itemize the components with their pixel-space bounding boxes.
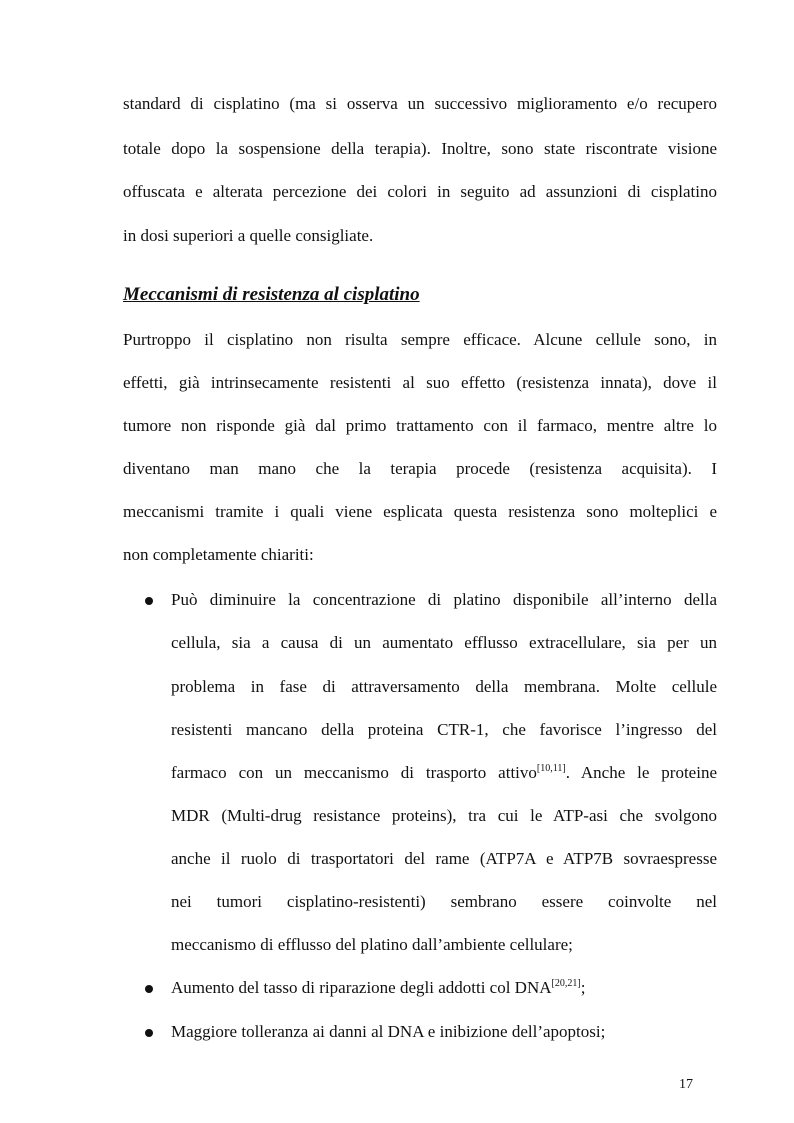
paragraph-line-6: non completamente chiariti: — [123, 545, 314, 564]
bullet-1-line-3: problema in fase di attraversamento della membrana. Molte cellule — [171, 677, 717, 696]
bullet-2-text: Aumento del tasso di riparazione degli addotti col DNA — [171, 978, 552, 997]
bullet-dot-1 — [145, 597, 153, 605]
intro-line-1: standard di cisplatino (ma si osserva un successivo miglioramento e/o recupero — [123, 94, 717, 113]
bullet-1-line-5 — [171, 763, 717, 783]
paragraph-line-4: diventano man mano che la terapia procede (resistenza acquisita). I — [123, 459, 717, 478]
bullet-1-line-2: cellula, sia a causa di un aumentato efflusso extracellulare, sia per un — [171, 633, 717, 652]
bullet-dot-2 — [145, 985, 153, 993]
bullet-1-line-4: resistenti mancano della proteina CTR-1, che favorisce l’ingresso del — [171, 720, 717, 739]
paragraph-line-3: tumore non risponde già dal primo trattamento con il farmaco, mentre altre lo — [123, 416, 717, 435]
bullet-1-line-7: anche il ruolo di trasportatori del rame (ATP7A e ATP7B sovraespresse — [171, 849, 717, 868]
intro-line-2: totale dopo la sospensione della terapia). Inoltre, sono state riscontrate visione — [123, 139, 717, 158]
bullet-1-line-6: MDR (Multi-drug resistance proteins), tra cui le ATP-asi che svolgono — [171, 806, 717, 825]
citation-10-11: [10,11] — [536, 763, 566, 774]
paragraph-line-5: meccanismi tramite i quali viene esplicata questa resistenza sono molteplici e — [123, 502, 717, 521]
paragraph-line-2: effetti, già intrinsecamente resistenti al suo effetto (resistenza innata), dove il — [123, 373, 717, 392]
bullet-1-line-5-text: farmaco con un meccanismo di trasporto attivo — [171, 763, 537, 782]
paragraph-line-1: Purtroppo il cisplatino non risulta sempre efficace. Alcune cellule sono, in — [123, 330, 717, 349]
intro-line-3: offuscata e alterata percezione dei colori in seguito ad assunzioni di cisplatino — [123, 182, 717, 201]
bullet-1-line-8: nei tumori cisplatino-resistenti) sembrano essere coinvolte nel — [171, 892, 717, 911]
bullet-3-line: Maggiore tolleranza ai danni al DNA e inibizione dell’apoptosi; — [171, 1022, 606, 1041]
bullet-1-line-9: meccanismo di efflusso del platino dall’ambiente cellulare; — [171, 935, 573, 954]
bullet-2-tail: ; — [580, 978, 586, 997]
bullet-dot-3 — [145, 1029, 153, 1037]
section-heading: Meccanismi di resistenza al cisplatino — [123, 284, 420, 305]
intro-line-4: in dosi superiori a quelle consigliate. — [123, 226, 374, 245]
bullet-1-line-5-tail: . Anche le proteine — [565, 763, 717, 782]
page-number: 17 — [679, 1077, 693, 1092]
bullet-1-line-1: Può diminuire la concentrazione di platino disponibile all’interno della — [171, 590, 717, 609]
bullet-2-line — [171, 978, 717, 998]
citation-20-21: [20,21] — [551, 978, 581, 989]
